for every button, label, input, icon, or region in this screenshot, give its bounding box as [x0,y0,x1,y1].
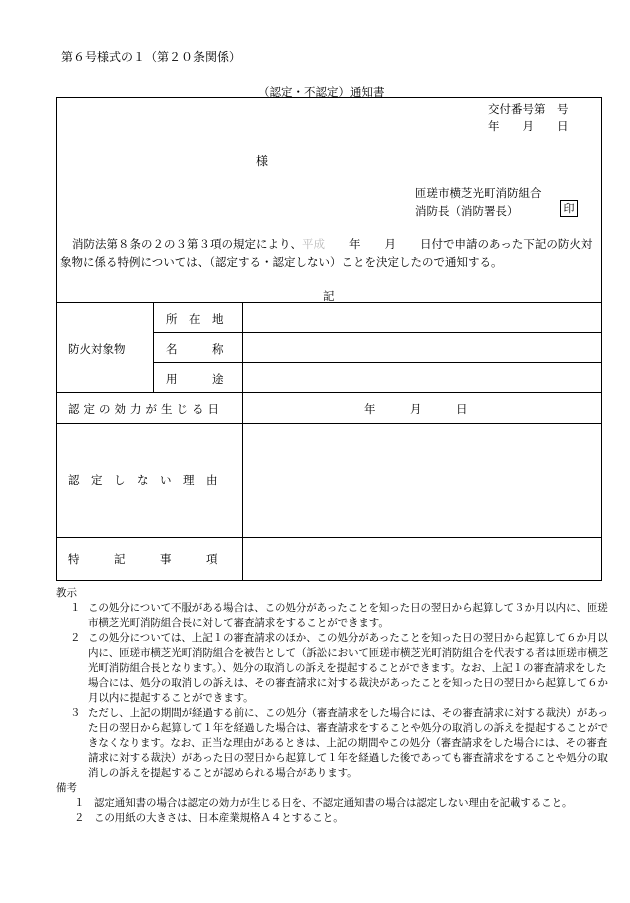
notice-body [60,236,600,271]
issue-date: 年 月 日 [488,119,569,133]
row-line-location [153,332,602,333]
delivery-number: 交付番号第 号 [488,102,569,116]
ki-marker: 記 [323,289,335,303]
issuer-title: 消防長（消防署長） [415,204,519,218]
effective-date-label: 認定の効力が生じる日 [68,402,223,416]
form-frame [56,97,602,581]
instruction-number: １ [70,602,81,614]
row-line-effective [56,423,602,424]
body-month: 月 [384,237,396,251]
form-number: 第６号様式の１（第２０条関係） [61,50,242,64]
remark-number: １ [74,797,85,809]
instruction-text: この処分については、上記１の審査請求のほか、この処分があったことを知った日の翌日から起算して６か月以内に、匝瑳市横芝光町消防組合を被告として（訴訟において匝瑳市横芝光町消防組合を代表する者は匝瑳市横芝光町消防組合長となります。）、処分の取消しの訴えを提起することができます。なお、上記１の審査請求をした場合には、処分の取消しの訴えは、その審査請求に対する裁決があったことを知った日の翌日から起算して６か月以内に提起することができます。 [88,632,608,704]
remark-text: この用紙の大きさは、日本産業規格Ａ４とすること。 [94,812,344,824]
special-notes-label: 特 記 事 項 [68,552,218,566]
instruction-item [56,706,608,781]
col-line-value [242,302,243,581]
remark-item [56,811,608,826]
remarks-heading: 備考 [56,782,77,794]
remark-number: ２ [74,812,85,824]
reason-label: 認 定 し な い 理 由 [68,473,218,487]
document-title: （認定・不認定）通知書 [258,85,385,99]
seal-box: 印 [560,200,578,217]
instruction-item [56,631,608,706]
row-line-reason [56,537,602,538]
use-label: 用 途 [166,372,224,386]
instruction-number: ３ [70,707,81,719]
effective-date-value: 年 月 日 [364,402,468,416]
col-line-object [153,302,154,392]
fire-target-label: 防火対象物 [68,342,126,356]
instruction-text: この処分について不服がある場合は、この処分があったことを知った日の翌日から起算して３か月以内に、匝瑳市横芝光町消防組合長に対して審査請求をすることができます。 [88,602,608,629]
body-text-before: 消防法第８条の２の３第３項の規定により、 [72,237,302,251]
remark-text: 認定通知書の場合は認定の効力が生じる日を、不認定通知書の場合は認定しない理由を記載すること。 [94,797,573,809]
body-text-after: 日付で申請のあった下記の防火対象物に係る特例については、（認定する・認定しない）ことを決定したので通知する。 [60,237,593,269]
addressee-suffix: 様 [256,154,269,168]
location-label: 所 在 地 [166,312,224,326]
notes-section [56,586,608,826]
row-line-use [56,392,602,393]
instruction-number: ２ [70,632,81,644]
instruction-heading: 教示 [56,587,77,599]
remark-item [56,796,608,811]
row-line-name [153,362,602,363]
body-year: 年 [349,237,361,251]
instruction-item [56,601,608,631]
instruction-text: ただし、上記の期間が経過する前に、この処分（審査請求をした場合には、その審査請求に対する裁決）があった日の翌日から起算して１年を経過した場合は、審査請求をすることや処分の取消しの訴えを提起することができなくなります。なお、正当な理由があるときは、上記の期間やこの処分（審査請求をした場合には、その審査請求に対する裁決）があった日の翌日から起算して１年を経過した後であっても審査請求をすることや処分の取消しの訴えを提起することが認められる場合があります。 [88,707,608,779]
era-placeholder: 平成 [302,237,325,251]
issuer-organization: 匝瑳市横芝光町消防組合 [415,186,542,200]
name-label: 名 称 [166,342,224,356]
